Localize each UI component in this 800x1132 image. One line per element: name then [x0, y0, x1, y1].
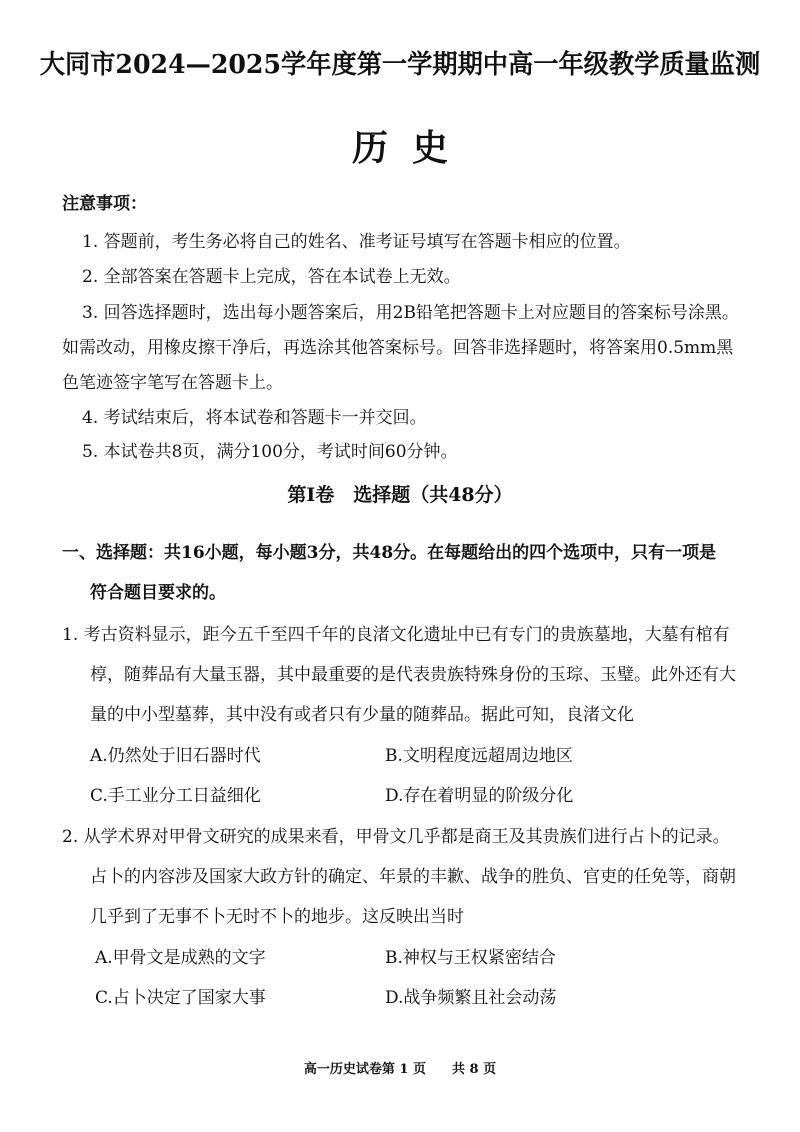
question-1-option-a: A.仍然处于旧石器时代 — [90, 746, 261, 766]
notice-item-1: 1. 答题前，考生务必将自己的姓名、准考证号填写在答题卡相应的位置。 — [82, 232, 631, 252]
notice-item-3-cont-2: 色笔迹签字笔写在答题卡上。 — [62, 373, 283, 393]
section-instruction-line-1: 一、选择题：共16小题，每小题3分，共48分。在每题给出的四个选项中，只有一项是 — [62, 543, 717, 563]
section-title: 第Ⅰ卷 选择题（共48分） — [287, 484, 513, 506]
question-2-line-2: 占卜的内容涉及国家大政方针的确定、年景的丰歉、战争的胜负、官吏的任免等，商朝 — [90, 867, 736, 887]
question-2-option-c: C.占卜决定了国家大事 — [95, 988, 266, 1008]
question-2-option-b: B.神权与王权紧密结合 — [385, 948, 556, 968]
notice-item-2: 2. 全部答案在答题卡上完成，答在本试卷上无效。 — [82, 267, 461, 287]
question-1-option-b: B.文明程度远超周边地区 — [385, 746, 573, 766]
question-1-line-2: 椁，随葬品有大量玉器，其中最重要的是代表贵族特殊身份的玉琮、玉璧。此外还有大 — [90, 665, 736, 685]
question-2-line-3: 几乎到了无事不卜无时不卜的地步。这反映出当时 — [90, 907, 464, 927]
notice-item-3: 3. 回答选择题时，选出每小题答案后，用2B铅笔把答题卡上对应题目的答案标号涂黑。 — [82, 303, 739, 323]
notice-heading: 注意事项： — [62, 194, 147, 214]
question-2-option-a: A.甲骨文是成熟的文字 — [95, 948, 266, 968]
notice-item-4: 4. 考试结束后，将本试卷和答题卡一并交回。 — [82, 408, 427, 428]
page-footer: 高一历史试卷第 1 页 共 8 页 — [303, 1062, 497, 1077]
question-2-option-d: D.战争频繁且社会动荡 — [385, 988, 557, 1008]
question-1-option-c: C.手工业分工日益细化 — [90, 786, 261, 806]
section-instruction-line-2: 符合题目要求的。 — [90, 583, 226, 603]
question-1-line-1: 1. 考古资料显示，距今五千至四千年的良渚文化遗址中已有专门的贵族墓地，大墓有棺有 — [62, 625, 730, 645]
question-1-line-3: 量的中小型墓葬，其中没有或者只有少量的随葬品。据此可知，良渚文化 — [90, 705, 634, 725]
notice-item-3-cont-1: 如需改动，用橡皮擦干净后，再选涂其他答案标号。回答非选择题时，将答案用0.5mm黑 — [62, 338, 734, 358]
subject-title: 历史 — [351, 127, 472, 169]
notice-item-5: 5. 本试卷共8页，满分100分，考试时间60分钟。 — [82, 442, 458, 462]
question-1-option-d: D.存在着明显的阶级分化 — [385, 786, 574, 806]
question-2-line-1: 2. 从学术界对甲骨文研究的成果来看，甲骨文几乎都是商王及其贵族们进行占卜的记录。 — [62, 827, 730, 847]
exam-title: 大同市2024—2025学年度第一学期期中高一年级教学质量监测 — [39, 50, 761, 80]
